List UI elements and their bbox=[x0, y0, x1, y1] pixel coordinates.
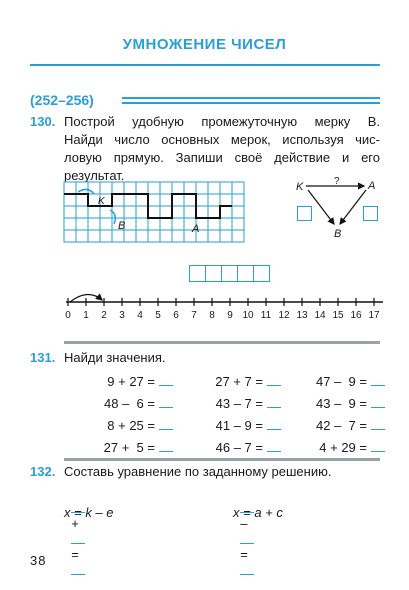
expression: 46 – 7 = bbox=[215, 440, 263, 455]
number-line-tick-label: 5 bbox=[155, 310, 161, 321]
number-line-tick-label: 7 bbox=[191, 310, 197, 321]
task-130-line-3: ловую прямую. Запиши своё действие и его bbox=[64, 150, 380, 165]
section-divider-1 bbox=[64, 341, 380, 344]
task-130-text bbox=[64, 113, 380, 185]
expression: 27 + 7 = bbox=[215, 374, 263, 389]
exercise-cell bbox=[295, 417, 385, 439]
range-rule-bottom bbox=[122, 102, 380, 104]
exercise-cell bbox=[185, 395, 295, 417]
number-line-tick-label: 17 bbox=[368, 310, 380, 321]
task-130-line-2: Найди число основных мерок, используя чис- bbox=[64, 132, 380, 147]
answer-box[interactable] bbox=[221, 265, 238, 282]
task-number-130: 130. bbox=[30, 114, 56, 129]
equation-blank[interactable] bbox=[240, 531, 254, 544]
task-131-prompt: Найди значения. bbox=[64, 350, 166, 365]
expression: 43 – 7 = bbox=[215, 396, 263, 411]
section-divider-2 bbox=[64, 458, 380, 461]
task-number-131: 131. bbox=[30, 350, 56, 365]
expression: 47 – 9 = bbox=[316, 374, 367, 389]
arc-b bbox=[110, 210, 115, 224]
page-title: УМНОЖЕНИЕ ЧИСЕЛ bbox=[122, 36, 287, 53]
title-underline bbox=[30, 64, 380, 66]
triangle-label-k: K bbox=[296, 181, 304, 193]
expression: 4 + 29 = bbox=[319, 440, 367, 455]
expression: 41 – 9 = bbox=[215, 418, 263, 433]
exercise-cell bbox=[70, 373, 185, 395]
triangle-label-a: A bbox=[368, 180, 376, 192]
triangle-label-b: B bbox=[334, 228, 342, 240]
task-132-prompt: Составь уравнение по заданному решению. bbox=[64, 464, 332, 479]
number-line-tick-label: 11 bbox=[260, 310, 272, 321]
equation-equals: = bbox=[71, 547, 79, 562]
answer-box[interactable] bbox=[205, 265, 222, 282]
exercise-row bbox=[70, 417, 385, 439]
grid-label-a: A bbox=[192, 223, 200, 235]
number-line-labels bbox=[58, 310, 388, 324]
answer-box[interactable] bbox=[237, 265, 254, 282]
task-number-132: 132. bbox=[30, 464, 56, 479]
expression: 42 – 7 = bbox=[316, 418, 367, 433]
answer-box[interactable] bbox=[253, 265, 270, 282]
answer-blank[interactable] bbox=[371, 395, 385, 408]
number-line-tick-label: 2 bbox=[101, 310, 107, 321]
answer-box[interactable] bbox=[189, 265, 206, 282]
range-rule-top bbox=[122, 97, 380, 99]
exercise-cell bbox=[295, 373, 385, 395]
equation-template-right bbox=[233, 485, 254, 578]
solution-right: x = a + c bbox=[233, 505, 283, 520]
exercise-cell bbox=[185, 373, 295, 395]
number-line-tick-label: 4 bbox=[137, 310, 143, 321]
triangle-question: ? bbox=[334, 176, 340, 187]
grid-label-b: B bbox=[118, 220, 126, 232]
exercise-row bbox=[70, 395, 385, 417]
answer-blank[interactable] bbox=[159, 395, 173, 408]
equation-equals: = bbox=[240, 547, 248, 562]
expression: 8 + 25 = bbox=[107, 418, 155, 433]
number-line-tick-label: 3 bbox=[119, 310, 125, 321]
answer-blank[interactable] bbox=[267, 417, 281, 430]
exercise-grid bbox=[70, 373, 385, 461]
number-line-tick-label: 8 bbox=[209, 310, 215, 321]
answer-blank[interactable] bbox=[267, 395, 281, 408]
number-line-tick-label: 12 bbox=[278, 310, 290, 321]
number-line-tick-label: 16 bbox=[350, 310, 362, 321]
answer-blank[interactable] bbox=[159, 373, 173, 386]
lesson-range: (252–256) bbox=[30, 92, 94, 108]
answer-blank[interactable] bbox=[159, 439, 173, 452]
expression: 27 + 5 = bbox=[103, 440, 155, 455]
answer-blank[interactable] bbox=[371, 439, 385, 452]
number-line-tick-label: 0 bbox=[65, 310, 71, 321]
exercise-cell bbox=[295, 395, 385, 417]
number-line-tick-label: 9 bbox=[227, 310, 233, 321]
triangle-box-right[interactable] bbox=[363, 206, 378, 221]
answer-blank[interactable] bbox=[267, 373, 281, 386]
exercise-row bbox=[70, 373, 385, 395]
answer-boxes bbox=[189, 265, 270, 282]
number-line bbox=[58, 288, 388, 312]
number-line-tick-label: 15 bbox=[332, 310, 344, 321]
expression: 43 – 9 = bbox=[316, 396, 367, 411]
exercise-cell bbox=[70, 417, 185, 439]
measure-grid bbox=[62, 180, 252, 252]
page-number: 38 bbox=[30, 553, 47, 568]
answer-blank[interactable] bbox=[371, 417, 385, 430]
number-line-tick-label: 6 bbox=[173, 310, 179, 321]
grid-label-k: K bbox=[98, 196, 105, 207]
equation-template-left bbox=[64, 485, 85, 578]
triangle-box-left[interactable] bbox=[297, 206, 312, 221]
number-line-tick-label: 14 bbox=[314, 310, 326, 321]
expression: 48 – 6 = bbox=[104, 396, 155, 411]
exercise-cell bbox=[185, 417, 295, 439]
equation-operator: – bbox=[240, 516, 248, 531]
number-line-tick-label: 1 bbox=[83, 310, 89, 321]
expression: 9 + 27 = bbox=[107, 374, 155, 389]
exercise-cell bbox=[70, 395, 185, 417]
equation-operator: + bbox=[71, 516, 79, 531]
task-130-line-4: результат. bbox=[64, 168, 125, 183]
solution-left: x = k – e bbox=[64, 505, 114, 520]
answer-blank[interactable] bbox=[267, 439, 281, 452]
equation-blank[interactable] bbox=[240, 562, 254, 575]
equation-blank[interactable] bbox=[71, 562, 85, 575]
equation-blank[interactable] bbox=[71, 531, 85, 544]
number-line-tick-label: 10 bbox=[242, 310, 254, 321]
answer-blank[interactable] bbox=[159, 417, 173, 430]
answer-blank[interactable] bbox=[371, 373, 385, 386]
number-line-tick-label: 13 bbox=[296, 310, 308, 321]
task-130-line-1: Построй удобную промежуточную мерку B. bbox=[64, 114, 380, 129]
